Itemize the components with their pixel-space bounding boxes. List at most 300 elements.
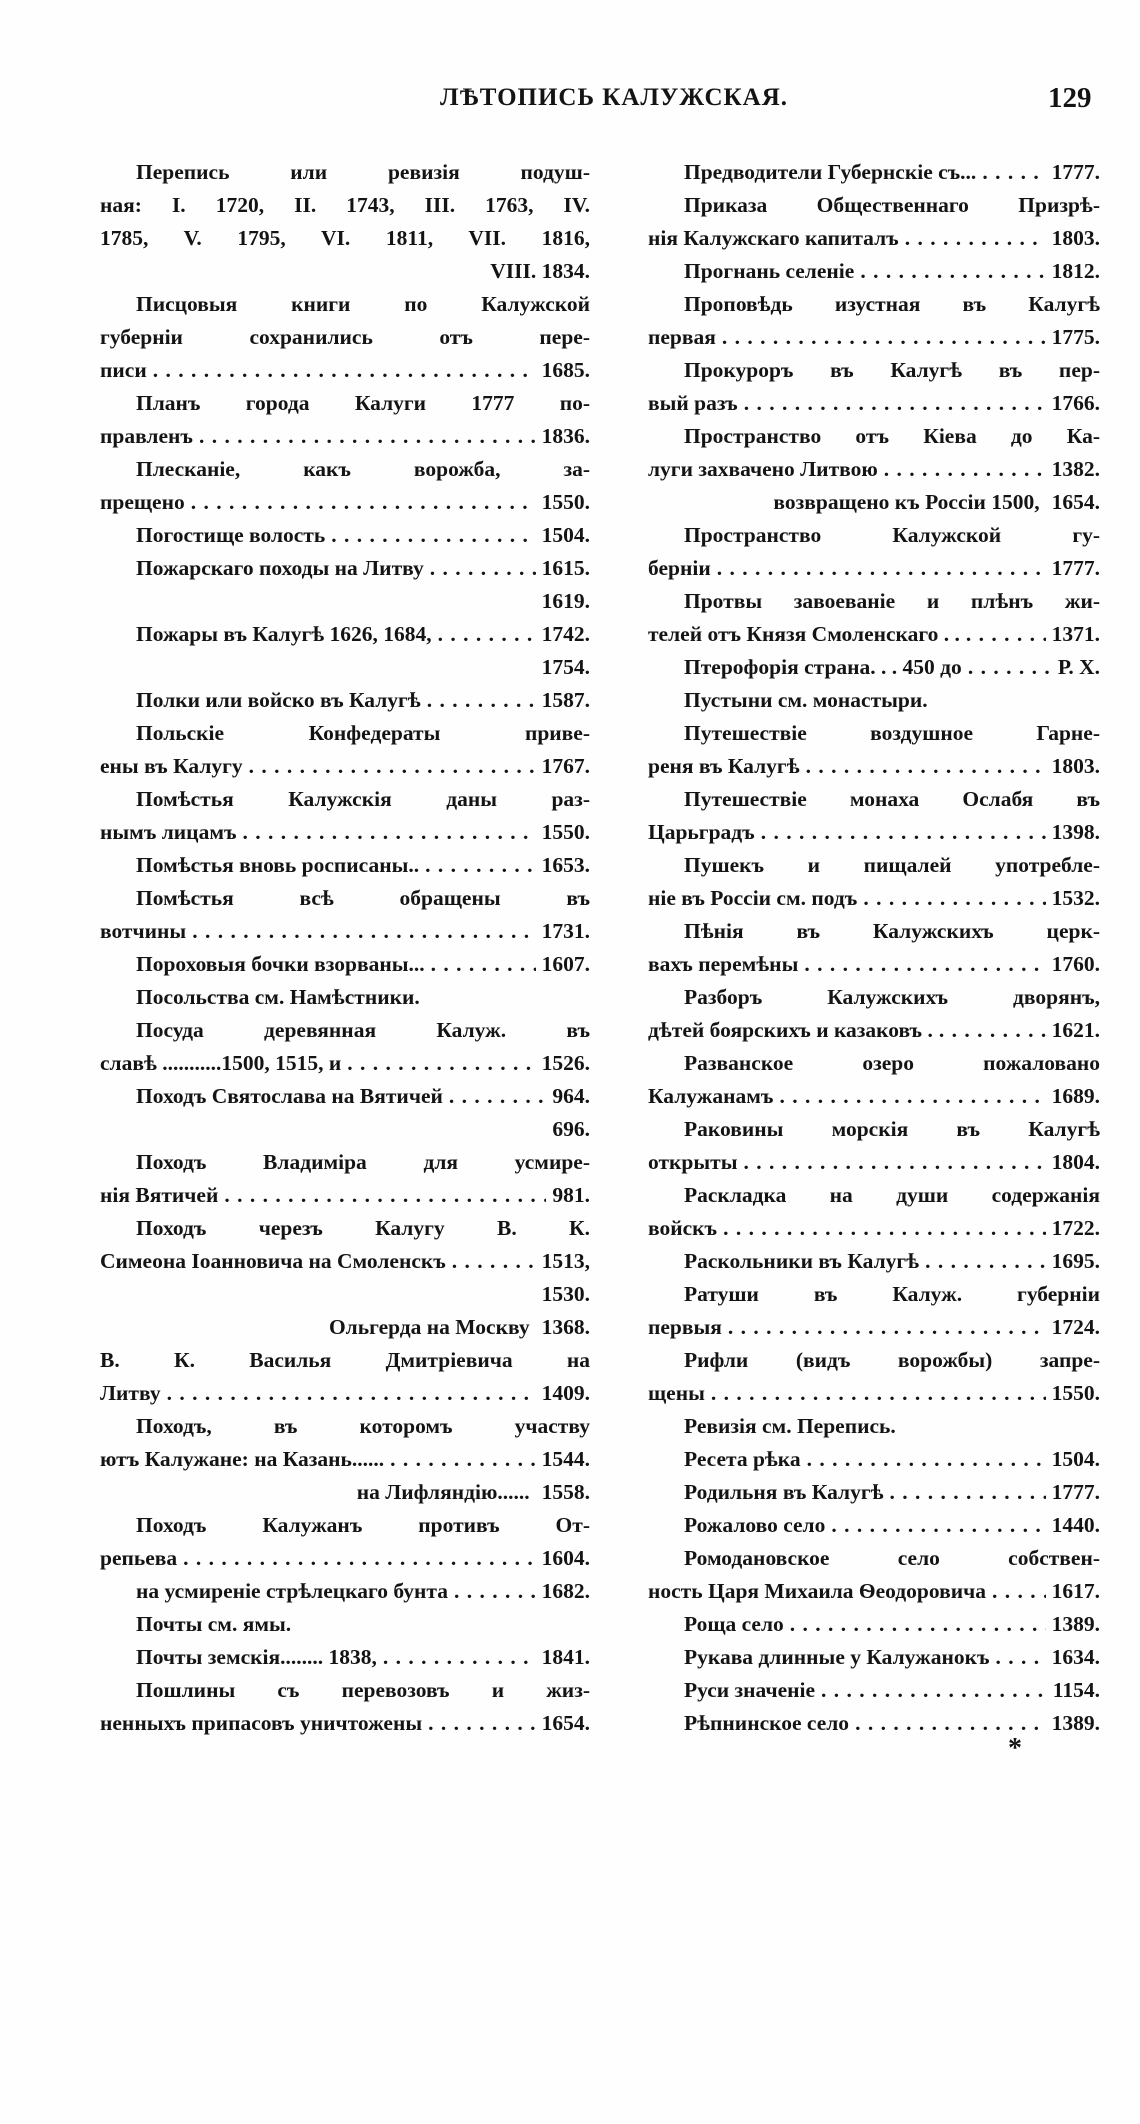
entry-year: 1382. xyxy=(1051,457,1100,481)
entry-text: Ресета рѣка xyxy=(684,1447,801,1471)
entry-text: Погостище волость xyxy=(136,523,326,547)
entry-text: Раскладка на души содержанія xyxy=(684,1183,1100,1207)
index-line xyxy=(100,420,590,453)
entry-text: Пожарскаго походы на Литву xyxy=(136,556,424,580)
index-line xyxy=(648,1641,1100,1674)
entry-text: Разборъ Калужскихъ дворянъ, xyxy=(684,985,1100,1009)
index-line xyxy=(100,981,590,1014)
entry-year: 1604. xyxy=(541,1546,590,1570)
entry-text: нія Вятичей xyxy=(100,1183,219,1207)
entry-year: 1682. xyxy=(541,1579,590,1603)
entry-text: Путешествіе воздушное Гарне- xyxy=(684,721,1100,745)
leader-dots xyxy=(167,1377,536,1410)
entry-year: 1841. xyxy=(541,1645,590,1669)
index-line xyxy=(100,255,590,288)
entry-year: 1550. xyxy=(541,490,590,514)
index-line xyxy=(648,1179,1100,1212)
leader-dots xyxy=(243,816,536,849)
entry-year: 1544. xyxy=(541,1447,590,1471)
index-line xyxy=(100,1641,590,1674)
entry-year: 1803. xyxy=(1051,226,1100,250)
entry-text: вотчины xyxy=(100,919,187,943)
leader-dots xyxy=(390,1443,535,1476)
leader-dots xyxy=(722,321,1046,354)
leader-dots xyxy=(831,1509,1045,1542)
entry-text: VIII. 1834. xyxy=(490,259,590,283)
entry-year: 1587. xyxy=(541,688,590,712)
entry-text: Роща село xyxy=(684,1612,784,1636)
entry-text: Прогнань селеніе xyxy=(684,259,855,283)
leader-dots xyxy=(425,849,535,882)
index-line xyxy=(100,519,590,552)
leader-dots xyxy=(863,882,1045,915)
entry-text: Посольства см. Намѣстники. xyxy=(136,985,420,1009)
leader-dots xyxy=(860,255,1045,288)
leader-dots xyxy=(982,156,1045,189)
index-column-right xyxy=(648,156,1100,1740)
leader-dots xyxy=(723,1212,1046,1245)
index-line xyxy=(648,1443,1100,1476)
running-title: ЛѢТОПИСЬ КАЛУЖСКАЯ. xyxy=(440,84,789,111)
entry-year: 1526. xyxy=(541,1051,590,1075)
index-line xyxy=(648,552,1100,585)
entry-year: 1777. xyxy=(1051,1480,1100,1504)
index-line xyxy=(100,222,590,255)
entry-text: Помѣстья Калужскія даны раз- xyxy=(136,787,590,811)
entry-year: 1440. xyxy=(1051,1513,1100,1537)
index-line xyxy=(648,816,1100,849)
entry-year: 1154. xyxy=(1052,1678,1100,1702)
entry-text: Перепись или ревизія подуш- xyxy=(136,160,590,184)
entry-text: войскъ xyxy=(648,1216,718,1240)
entry-text: берніи xyxy=(648,556,711,580)
leader-dots xyxy=(992,1575,1046,1608)
leader-dots xyxy=(454,1575,536,1608)
leader-dots xyxy=(744,1146,1046,1179)
entry-text: Ревизія см. Перепись. xyxy=(684,1414,896,1438)
index-line xyxy=(100,321,590,354)
entry-year: Р. Х. xyxy=(1057,655,1100,679)
entry-text: 1530. xyxy=(541,1282,590,1306)
leader-dots xyxy=(153,354,536,387)
entry-year: 1617. xyxy=(1051,1579,1100,1603)
entry-text: Ольгерда на Москву xyxy=(328,1315,530,1339)
index-line xyxy=(648,1509,1100,1542)
entry-year: 1550. xyxy=(541,820,590,844)
entry-year: 1812. xyxy=(1051,259,1100,283)
leader-dots xyxy=(966,618,1046,651)
entry-year: 1722. xyxy=(1051,1216,1100,1240)
leader-dots xyxy=(804,948,1045,981)
entry-text: ность Царя Михаила Ѳеодоровича xyxy=(648,1579,986,1603)
index-line xyxy=(100,1278,590,1311)
entry-year: 1685. xyxy=(541,358,590,382)
index-line xyxy=(648,882,1100,915)
entry-text: Посуда деревянная Калуж. въ xyxy=(136,1018,590,1042)
entry-text: ніе въ Россіи см. подъ xyxy=(648,886,858,910)
entry-text: прещено xyxy=(100,490,185,514)
entry-text: Раскольники въ Калугѣ xyxy=(684,1249,920,1273)
leader-dots xyxy=(711,1377,1046,1410)
leader-dots xyxy=(717,552,1046,585)
index-line xyxy=(648,783,1100,816)
index-line xyxy=(648,1245,1100,1278)
leader-dots xyxy=(183,1542,535,1575)
entry-text: Походъ, въ которомъ участву xyxy=(136,1414,590,1438)
index-line xyxy=(100,651,590,684)
entry-text: Плесканіе, какъ ворожба, за- xyxy=(136,457,590,481)
leader-dots xyxy=(790,1608,1046,1641)
entry-text: Симеона Іоанновича на Смоленскъ xyxy=(100,1249,446,1273)
index-line xyxy=(648,1047,1100,1080)
leader-dots xyxy=(427,684,536,717)
entry-year: 1766. xyxy=(1051,391,1100,415)
index-line xyxy=(100,618,590,651)
entry-text: Пространство отъ Кіева до Ка- xyxy=(684,424,1100,448)
index-line xyxy=(648,651,1100,684)
index-line xyxy=(648,1377,1100,1410)
entry-text: Пространство Калужской гу- xyxy=(684,523,1100,547)
entry-text: первая xyxy=(648,325,716,349)
leader-dots xyxy=(968,651,1052,684)
entry-year: 1621. xyxy=(1051,1018,1100,1042)
entry-text: ная: I. 1720, II. 1743, III. 1763, IV. xyxy=(100,193,590,217)
entry-year: 1389. xyxy=(1051,1612,1100,1636)
index-line xyxy=(100,1113,590,1146)
index-line xyxy=(648,1344,1100,1377)
index-line xyxy=(100,1542,590,1575)
index-line xyxy=(100,1608,590,1641)
leader-dots xyxy=(728,1311,1046,1344)
index-line xyxy=(100,1047,590,1080)
index-line xyxy=(648,585,1100,618)
entry-year: 1532. xyxy=(1051,886,1100,910)
entry-year: 1804. xyxy=(1051,1150,1100,1174)
entry-year: 1607. xyxy=(541,952,590,976)
entry-text: щены xyxy=(648,1381,705,1405)
index-line xyxy=(648,222,1100,255)
index-line xyxy=(100,1377,590,1410)
entry-year: 1803. xyxy=(1051,754,1100,778)
leader-dots xyxy=(428,1707,536,1740)
entry-year: 1615. xyxy=(541,556,590,580)
entry-text: Пошлины съ перевозовъ и жиз- xyxy=(136,1678,590,1702)
entry-text: Путешествіе монаха Ослабя въ xyxy=(684,787,1100,811)
entry-year: 1689. xyxy=(1051,1084,1100,1108)
entry-year: 1371. xyxy=(1051,622,1100,646)
entry-year: 1836. xyxy=(541,424,590,448)
index-line xyxy=(100,1509,590,1542)
entry-year: 1368. xyxy=(541,1315,590,1339)
entry-text: нія Калужскаго капиталъ xyxy=(648,226,899,250)
index-line xyxy=(648,1575,1100,1608)
entry-text: Птерофорія страна. . . 450 до xyxy=(684,655,962,679)
entry-year: 1695. xyxy=(1051,1249,1100,1273)
entry-text: Походъ Калужанъ противъ От- xyxy=(136,1513,590,1537)
leader-dots xyxy=(925,1245,1046,1278)
entry-text: 696. xyxy=(552,1117,590,1141)
index-line xyxy=(648,1146,1100,1179)
entry-text: Рѣпнинское село xyxy=(684,1711,850,1735)
entry-text: Рифли (видъ ворожбы) запре- xyxy=(684,1348,1100,1372)
entry-year: 1653. xyxy=(541,853,590,877)
index-line xyxy=(648,684,1100,717)
entry-text: Прокуроръ въ Калугѣ въ пер- xyxy=(684,358,1100,382)
entry-text: правленъ xyxy=(100,424,193,448)
leader-dots xyxy=(807,1443,1046,1476)
entry-text: Походъ черезъ Калугу В. К. xyxy=(136,1216,590,1240)
entry-text: Приказа Общественнаго Призрѣ- xyxy=(684,193,1100,217)
entry-text: Пѣнія въ Калужскихъ церк- xyxy=(684,919,1100,943)
index-line xyxy=(100,1080,590,1113)
index-line xyxy=(100,552,590,585)
entry-text: вахъ перемѣны xyxy=(648,952,799,976)
index-line xyxy=(100,684,590,717)
index-line xyxy=(648,1542,1100,1575)
entry-text: 1619. xyxy=(541,589,590,613)
leader-dots xyxy=(821,1674,1047,1707)
leader-dots xyxy=(761,816,1046,849)
entry-year: 1767. xyxy=(541,754,590,778)
index-column-left xyxy=(100,156,590,1740)
index-line xyxy=(648,1311,1100,1344)
index-line xyxy=(648,981,1100,1014)
entry-year: 1634. xyxy=(1051,1645,1100,1669)
entry-text: писи xyxy=(100,358,147,382)
entry-text: Проповѣдь изустная въ Калугѣ xyxy=(684,292,1100,316)
index-line xyxy=(648,1080,1100,1113)
entry-text: нымъ лицамъ xyxy=(100,820,237,844)
entry-text: Писцовыя книги по Калужской xyxy=(136,292,590,316)
leader-dots xyxy=(806,750,1046,783)
entry-text: Калужанамъ xyxy=(648,1084,774,1108)
index-line xyxy=(100,354,590,387)
entry-text: Рукава длинные у Калужанокъ xyxy=(684,1645,990,1669)
index-line xyxy=(648,717,1100,750)
index-line xyxy=(648,486,1100,519)
index-line xyxy=(100,1146,590,1179)
index-line xyxy=(100,453,590,486)
entry-text: возвращено къ Россіи 1500, xyxy=(773,490,1040,514)
index-line xyxy=(100,1575,590,1608)
entry-text: телей отъ Князя Смоленскаго . . xyxy=(648,622,960,646)
index-line xyxy=(100,288,590,321)
leader-dots xyxy=(890,1476,1046,1509)
index-line xyxy=(648,1014,1100,1047)
leader-dots xyxy=(779,1080,1045,1113)
entry-text: Рожалово село xyxy=(684,1513,826,1537)
leader-dots xyxy=(347,1047,535,1080)
leader-dots xyxy=(331,519,535,552)
index-line xyxy=(648,1212,1100,1245)
page-header xyxy=(0,84,1140,124)
entry-text: Помѣстья всѣ обращены въ xyxy=(136,886,590,910)
leader-dots xyxy=(430,552,536,585)
entry-year: 1760. xyxy=(1051,952,1100,976)
index-line xyxy=(648,948,1100,981)
entry-text: 1754. xyxy=(541,655,590,679)
index-line xyxy=(648,255,1100,288)
index-line xyxy=(100,783,590,816)
index-line xyxy=(648,618,1100,651)
entry-year: 1654. xyxy=(541,1711,590,1735)
entry-year: 1777. xyxy=(1051,160,1100,184)
index-line xyxy=(648,354,1100,387)
index-line xyxy=(100,1707,590,1740)
entry-text: Полки или войско въ Калугѣ xyxy=(136,688,421,712)
index-line xyxy=(100,882,590,915)
entry-text: Почты земскія........ 1838, xyxy=(136,1645,377,1669)
entry-text: Пожары въ Калугѣ 1626, 1684, xyxy=(136,622,432,646)
entry-year: 1654. xyxy=(1051,490,1100,514)
entry-text: Ратуши въ Калуж. губерніи xyxy=(684,1282,1100,1306)
entry-year: 1775. xyxy=(1051,325,1100,349)
entry-text: дѣтей боярскихъ и казаковъ . xyxy=(648,1018,933,1042)
index-line xyxy=(648,519,1100,552)
index-line xyxy=(648,453,1100,486)
entry-year: 1409. xyxy=(541,1381,590,1405)
entry-text: 1785, V. 1795, VI. 1811, VII. 1816, xyxy=(100,226,590,250)
entry-text: Предводители Губернскіе съ... xyxy=(684,160,977,184)
entry-text: Почты см. ямы. xyxy=(136,1612,292,1636)
entry-year: 1513, xyxy=(541,1249,590,1273)
entry-text: ены въ Калугу xyxy=(100,754,243,778)
index-line xyxy=(100,1179,590,1212)
leader-dots xyxy=(905,222,1046,255)
entry-year: 1724. xyxy=(1051,1315,1100,1339)
leader-dots xyxy=(996,1641,1046,1674)
leader-dots xyxy=(383,1641,536,1674)
entry-text: луги захвачено Литвою xyxy=(648,457,878,481)
leader-dots xyxy=(884,453,1046,486)
index-line xyxy=(648,1674,1100,1707)
index-line xyxy=(648,1278,1100,1311)
index-line xyxy=(648,1608,1100,1641)
entry-year: 1398. xyxy=(1051,820,1100,844)
entry-year: 1504. xyxy=(541,523,590,547)
entry-text: репьева xyxy=(100,1546,178,1570)
index-line xyxy=(100,1245,590,1278)
index-line xyxy=(100,1476,590,1509)
entry-year: 1558. xyxy=(541,1480,590,1504)
index-line xyxy=(648,750,1100,783)
leader-dots xyxy=(449,1080,546,1113)
entry-text: В. К. Василья Дмитріевича на xyxy=(100,1348,590,1372)
entry-text: вый разъ xyxy=(648,391,738,415)
index-line xyxy=(100,948,590,981)
leader-dots xyxy=(939,1014,1046,1047)
entry-text: Царьградъ xyxy=(648,820,755,844)
index-line xyxy=(648,288,1100,321)
index-line xyxy=(648,1113,1100,1146)
index-line xyxy=(648,156,1100,189)
index-line xyxy=(100,717,590,750)
entry-text: Ромодановское село собствен- xyxy=(684,1546,1100,1570)
index-line xyxy=(100,816,590,849)
index-line xyxy=(100,1410,590,1443)
entry-text: открыты xyxy=(648,1150,738,1174)
entry-year: 1550. xyxy=(1051,1381,1100,1405)
entry-year: 981. xyxy=(552,1183,590,1207)
leader-dots xyxy=(452,1245,536,1278)
index-line xyxy=(648,849,1100,882)
page-number: 129 xyxy=(1048,82,1092,114)
entry-text: Походъ Владиміра для усмире- xyxy=(136,1150,590,1174)
entry-text: Раковины морскія въ Калугѣ xyxy=(684,1117,1100,1141)
entry-text: Планъ города Калуги 1777 по- xyxy=(136,391,590,415)
entry-text: Пушекъ и пищалей употребле- xyxy=(684,853,1100,877)
index-line xyxy=(648,1476,1100,1509)
entry-text: губерніи сохранились отъ пере- xyxy=(100,325,590,349)
footer-mark: * xyxy=(1008,1733,1022,1764)
entry-text: славѣ ...........1500, 1515, и xyxy=(100,1051,342,1075)
entry-text: Руси значеніе xyxy=(684,1678,816,1702)
index-line xyxy=(100,849,590,882)
index-line xyxy=(100,1674,590,1707)
index-line xyxy=(100,156,590,189)
index-line xyxy=(100,189,590,222)
entry-text: Помѣстья вновь росписаны.. xyxy=(136,853,420,877)
index-line xyxy=(648,420,1100,453)
entry-text: Пустыни см. монастыри. xyxy=(684,688,928,712)
entry-year: 1777. xyxy=(1051,556,1100,580)
index-line xyxy=(100,387,590,420)
entry-text: ютъ Калужане: на Казань...... xyxy=(100,1447,385,1471)
entry-text: Протвы завоеваніе и плѣнъ жи- xyxy=(684,589,1100,613)
entry-year: 964. xyxy=(552,1084,590,1108)
index-line xyxy=(100,915,590,948)
index-line xyxy=(100,1212,590,1245)
entry-text: Родильня въ Калугѣ xyxy=(684,1480,884,1504)
leader-dots xyxy=(224,1179,546,1212)
index-line xyxy=(648,915,1100,948)
leader-dots xyxy=(191,486,536,519)
entry-text: Разванское озеро пожаловано xyxy=(684,1051,1100,1075)
entry-text: Литву xyxy=(100,1381,161,1405)
leader-dots xyxy=(431,948,536,981)
index-line xyxy=(100,1443,590,1476)
entry-text: первыя xyxy=(648,1315,722,1339)
index-line xyxy=(100,1344,590,1377)
index-line xyxy=(100,1014,590,1047)
index-line xyxy=(100,486,590,519)
index-line xyxy=(100,585,590,618)
leader-dots xyxy=(249,750,536,783)
entry-text: Походъ Святослава на Вятичей xyxy=(136,1084,443,1108)
entry-year: 1731. xyxy=(541,919,590,943)
leader-dots xyxy=(744,387,1046,420)
index-line xyxy=(648,321,1100,354)
entry-text: Польскіе Конфедераты приве- xyxy=(136,721,590,745)
index-line xyxy=(648,387,1100,420)
leader-dots xyxy=(199,420,536,453)
index-line xyxy=(648,189,1100,222)
leader-dots xyxy=(438,618,536,651)
entry-text: на Лифляндію...... xyxy=(356,1480,530,1504)
index-line xyxy=(100,750,590,783)
leader-dots xyxy=(192,915,535,948)
entry-year: 1389. xyxy=(1051,1711,1100,1735)
entry-year: 1504. xyxy=(1051,1447,1100,1471)
entry-text: на усмиреніе стрѣлецкаго бунта xyxy=(136,1579,448,1603)
entry-year: 1742. xyxy=(541,622,590,646)
index-line xyxy=(648,1707,1100,1740)
entry-text: Пороховыя бочки взорваны... xyxy=(136,952,425,976)
index-line xyxy=(648,1410,1100,1443)
index-line xyxy=(100,1311,590,1344)
entry-text: ненныхъ припасовъ уничтожены xyxy=(100,1711,423,1735)
entry-text: реня въ Калугѣ xyxy=(648,754,800,778)
